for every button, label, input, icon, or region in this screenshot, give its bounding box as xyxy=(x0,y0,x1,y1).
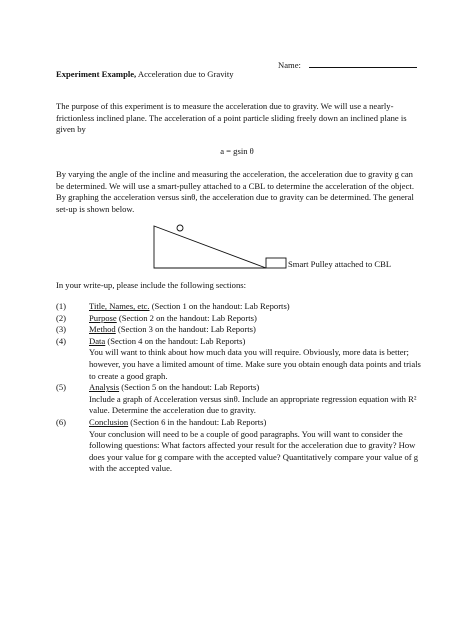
section-ref: (Section 6 in the handout: Lab Reports) xyxy=(128,416,267,427)
section-item xyxy=(56,301,428,313)
section-number: (5) xyxy=(56,382,67,393)
section-name: Data xyxy=(89,335,106,346)
name-blank-line xyxy=(309,58,417,68)
section-ref: (Section 3 on the handout: Lab Reports) xyxy=(115,324,256,335)
section-name: Analysis xyxy=(89,382,120,393)
incline-plane xyxy=(154,226,266,268)
section-name: Conclusion xyxy=(89,416,129,427)
document-title xyxy=(56,69,234,81)
section-item xyxy=(56,382,428,417)
section-item xyxy=(56,324,428,336)
section-number: (4) xyxy=(56,335,67,346)
sliding-cart xyxy=(177,225,183,231)
section-ref: (Section 1 on the handout: Lab Reports) xyxy=(149,301,290,311)
writeup-intro: In your write-up, please include the following sections: xyxy=(56,280,246,290)
intro-paragraph-1: The purpose of this experiment is to measure the acceleration due to gravity. We will use a nearly-frictionless inclined plane. The acceleration of a point particle sliding freely down an inclined plane is given by xyxy=(56,101,407,135)
section-name: Purpose xyxy=(89,312,117,323)
section-item xyxy=(56,336,428,382)
acceleration-equation: a = gsin θ xyxy=(220,146,254,156)
section-number: (6) xyxy=(56,416,67,427)
pulley-label: Smart Pulley attached to CBL xyxy=(288,259,392,269)
name-label: Name: xyxy=(278,60,301,70)
section-body: Your conclusion will need to be a couple of good paragraphs. You will want to consider the following questions: What factors affected your result for the acceleration due to gravity? How does your value for g compare with the accepted value? Quantitatively compare your value of g with the accepted value. xyxy=(89,428,419,474)
title-bold: Experiment Example, xyxy=(56,69,137,79)
name-field-row xyxy=(278,58,417,72)
intro-paragraph-2: By varying the angle of the incline and measuring the acceleration, the acceleration due to gravity g can be determined. We will use a smart-pulley attached to a CBL to determine the acceleration of the object. By graphing the acceleration versus sinθ, the acceleration due to gravity can be determined. The general set-up is shown below. xyxy=(56,169,414,214)
section-name: Title, Names, etc. xyxy=(89,301,150,311)
section-number: (3) xyxy=(56,324,67,335)
section-body: You will want to think about how much data you will require. Obviously, more data is better; however, you have a limited amount of time. Make sure you obtain enough data points and trials to create a good graph. xyxy=(89,347,421,381)
section-number: (2) xyxy=(56,312,67,323)
section-item xyxy=(56,417,428,475)
smart-pulley-box xyxy=(266,258,286,268)
section-body: Include a graph of Acceleration versus sinθ. Include an appropriate regression equation with R² value. Determine the acceleration due to gravity. xyxy=(89,393,417,416)
section-number: (1) xyxy=(56,301,67,311)
section-name: Method xyxy=(89,324,116,335)
title-rest: Acceleration due to Gravity xyxy=(136,69,234,79)
section-ref: (Section 5 on the handout: Lab Reports) xyxy=(119,382,260,393)
section-ref: (Section 2 on the handout: Lab Reports) xyxy=(116,312,257,323)
section-item xyxy=(56,313,428,325)
section-ref: (Section 4 on the handout: Lab Reports) xyxy=(105,335,246,346)
sections-list xyxy=(56,301,428,475)
